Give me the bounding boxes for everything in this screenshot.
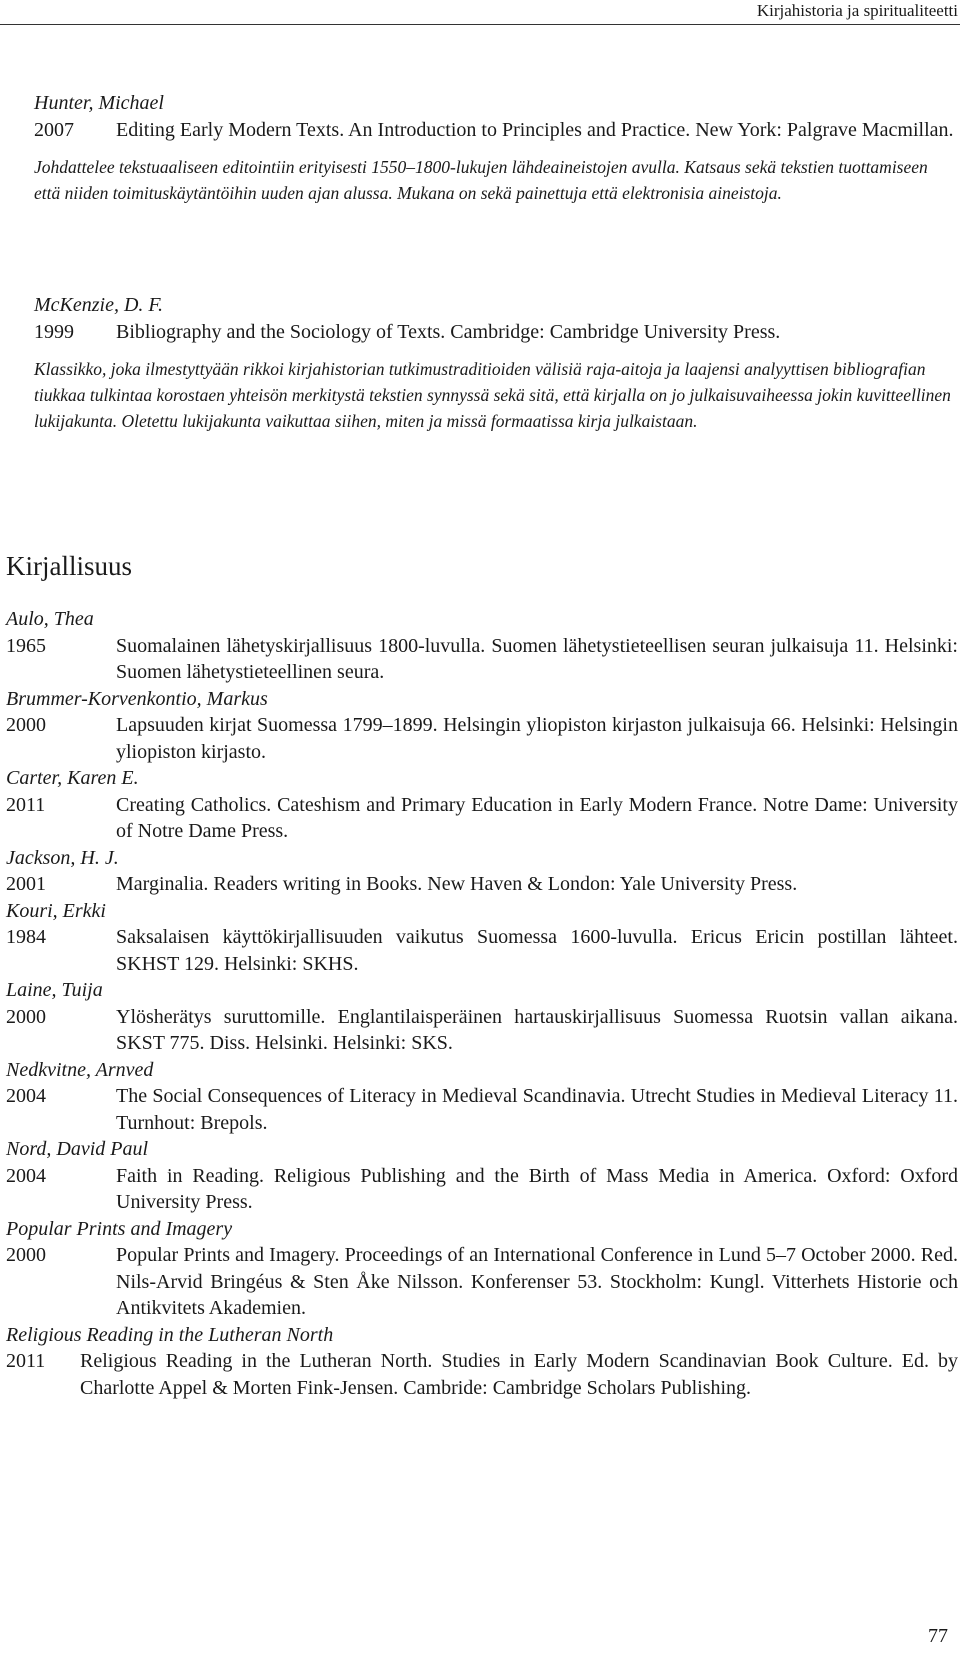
reference-text: Suomalainen lähetyskirjallisuus 1800-luvulla. Suomen lähetystieteellisen seuran julkaisuja 11. Helsinki: Suomen lähetystieteellinen seura.: [116, 634, 958, 683]
reference-citation: [6, 712, 958, 765]
reference-text: Lapsuuden kirjat Suomessa 1799–1899. Helsingin yliopiston kirjaston julkaisuja 66. Helsinki: Helsingin yliopiston kirjasto.: [116, 714, 958, 763]
section-heading: Kirjallisuus: [6, 551, 132, 581]
reference-year: 2004: [6, 1085, 46, 1107]
running-head-title: Kirjahistoria ja spiritualiteetti: [756, 1, 958, 20]
reference-item: [6, 898, 958, 978]
reference-year: 2011: [6, 1350, 46, 1372]
reference-author: Nord, David Paul: [6, 1138, 149, 1160]
reference-item: [6, 606, 958, 686]
reference-year: 1965: [6, 634, 46, 657]
reference-author: Religious Reading in the Lutheran North: [6, 1323, 334, 1346]
reference-item: [6, 686, 958, 766]
reference-text: Ylösherätys suruttomille. Englantilaisperäinen hartauskirjallisuus Suomessa Ruotsin vallan aikana. SKST 775. Diss. Helsinki. Helsinki: SKS.: [116, 1005, 958, 1054]
annotated-entry: [34, 90, 956, 206]
entry-annotation: Johdattelee tekstuaaliseen editointiin erityisesti 1550–1800-lukujen lähdeaineistojen avulla. Katsaus sekä tekstien tuottamiseen että niiden toimituskäytäntöihin uuden ajan alussa. Mukana on sekä painettuja että elektronisia aineistoja.: [34, 157, 928, 203]
entry-year: 2007: [34, 119, 74, 141]
reference-citation: [6, 1242, 958, 1322]
reference-year: 2004: [6, 1164, 46, 1187]
reference-citation: [6, 1348, 958, 1401]
entry-text: Editing Early Modern Texts. An Introduction to Principles and Practice. New York: Palgrave Macmillan.: [116, 119, 954, 141]
reference-citation: [6, 924, 958, 977]
reference-author: Nedkvitne, Arnved: [6, 1058, 154, 1081]
entry-citation: [34, 319, 956, 346]
reference-text: Saksalaisen käyttökirjallisuuden vaikutus Suomessa 1600-luvulla. Ericus Ericin postillan lähteet. SKHST 129. Helsinki: SKHS.: [116, 926, 958, 975]
entry-year: 1999: [34, 321, 74, 343]
reference-text: Religious Reading in the Lutheran North. Studies in Early Modern Scandinavian Book Culture. Ed. by Charlotte Appel & Morten Fink-Jensen. Cambride: Cambridge Scholars Publishing.: [80, 1350, 958, 1399]
reference-citation: [6, 633, 958, 686]
reference-item: [6, 765, 958, 845]
reference-author: Popular Prints and Imagery: [6, 1217, 233, 1240]
reference-text: Marginalia. Readers writing in Books. New Haven & London: Yale University Press.: [116, 873, 798, 895]
reference-item: [6, 1057, 958, 1137]
reference-author: Carter, Karen E.: [6, 767, 139, 789]
reference-item: [6, 1136, 958, 1216]
reference-year: 1984: [6, 926, 46, 948]
reference-author: Aulo, Thea: [6, 608, 94, 630]
reference-item: [6, 1322, 958, 1402]
reference-year: 2000: [6, 1244, 46, 1266]
reference-citation: [6, 1163, 958, 1216]
annotated-entry: [34, 292, 956, 434]
running-head: [0, 0, 960, 25]
reference-citation: [6, 1083, 958, 1136]
reference-item: [6, 845, 958, 898]
reference-citation: [6, 792, 958, 845]
entry-author: Hunter, Michael: [34, 92, 164, 114]
bibliography-list: [6, 606, 958, 1401]
entry-author: McKenzie, D. F.: [34, 294, 164, 316]
reference-year: 2000: [6, 714, 46, 736]
reference-item: [6, 1216, 958, 1322]
entry-citation: [34, 117, 956, 144]
reference-citation: [6, 871, 958, 898]
entry-text: Bibliography and the Sociology of Texts. Cambridge: Cambridge University Press.: [116, 321, 781, 343]
reference-citation: [6, 1004, 958, 1057]
reference-year: 2001: [6, 873, 46, 895]
reference-author: Kouri, Erkki: [6, 899, 106, 922]
reference-text: The Social Consequences of Literacy in Medieval Scandinavia. Utrecht Studies in Medieval Literacy 11. Turnhout: Brepols.: [116, 1085, 958, 1134]
reference-year: 2000: [6, 1005, 46, 1028]
reference-text: Creating Catholics. Cateshism and Primary Education in Early Modern France. Notre Dame: University of Notre Dame Press.: [116, 793, 958, 842]
reference-author: Laine, Tuija: [6, 979, 103, 1001]
page-number: 77: [928, 1625, 948, 1647]
reference-item: [6, 977, 958, 1057]
reference-author: Brummer-Korvenkontio, Markus: [6, 687, 268, 710]
reference-year: 2011: [6, 793, 46, 816]
reference-text: Faith in Reading. Religious Publishing and the Birth of Mass Media in America. Oxford: Oxford University Press.: [116, 1164, 958, 1213]
reference-text: Popular Prints and Imagery. Proceedings of an International Conference in Lund 5–7 October 2000. Red. Nils-Arvid Bringéus & Sten Åke Nilsson. Konferenser 53. Stockholm: Kungl. Vitterhets Historie och Antikvitets Akademien.: [116, 1244, 958, 1319]
entry-annotation: Klassikko, joka ilmestyttyään rikkoi kirjahistorian tutkimustraditioiden välisiä raja-aitoja ja laajensi analyyttisen bibliografian tiukkaa tulkintaa korostaen yhteisön merkitystä tekstien synnyssä sekä sitä, että kirjalla on jo julkaisuvaiheessa jokin kuvitteellinen lukijakunta. Oletettu lukijakunta vaikuttaa siihen, miten ja missä formaatissa kirja julkaistaan.: [34, 359, 951, 431]
reference-author: Jackson, H. J.: [6, 846, 119, 869]
